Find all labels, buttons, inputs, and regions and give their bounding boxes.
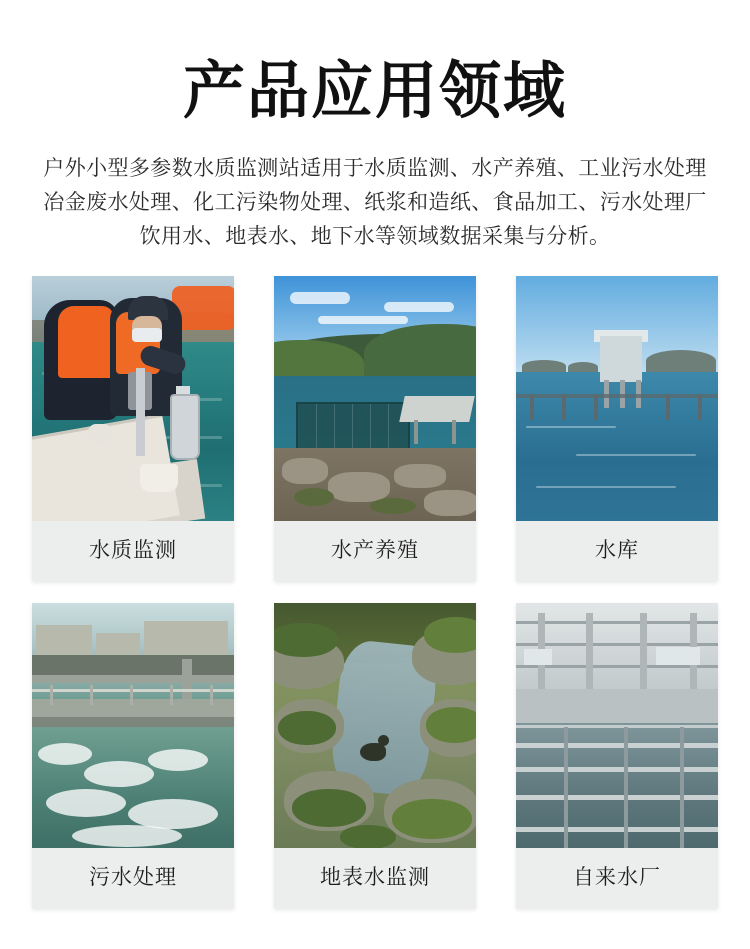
reservoir-photo — [516, 276, 718, 521]
application-card[interactable] — [516, 603, 718, 908]
aquaculture-photo — [274, 276, 476, 521]
application-card[interactable] — [274, 603, 476, 908]
page-title: 产品应用领域 — [182, 57, 567, 126]
water-quality-monitoring-photo — [32, 276, 234, 521]
application-card[interactable] — [516, 276, 718, 581]
waterworks-photo — [516, 603, 718, 848]
card-caption: 地表水监测 — [274, 848, 476, 908]
description-line-1: 户外小型多参数水质监测站适用于水质监测、水产养殖、工业污水处理 — [43, 157, 707, 181]
application-card[interactable] — [32, 603, 234, 908]
card-caption: 水质监测 — [32, 521, 234, 581]
application-card[interactable] — [32, 276, 234, 581]
card-caption: 自来水厂 — [516, 848, 718, 908]
card-caption: 污水处理 — [32, 848, 234, 908]
description-line-2: 冶金废水处理、化工污染物处理、纸浆和造纸、食品加工、污水处理厂 — [43, 191, 707, 215]
sewage-treatment-photo — [32, 603, 234, 848]
page-description — [36, 152, 714, 254]
application-card[interactable] — [274, 276, 476, 581]
card-caption: 水产养殖 — [274, 521, 476, 581]
card-caption: 水库 — [516, 521, 718, 581]
description-line-3: 饮用水、地表水、地下水等领域数据采集与分析。 — [139, 225, 611, 249]
application-card-grid — [32, 276, 718, 930]
surface-water-monitoring-photo — [274, 603, 476, 848]
